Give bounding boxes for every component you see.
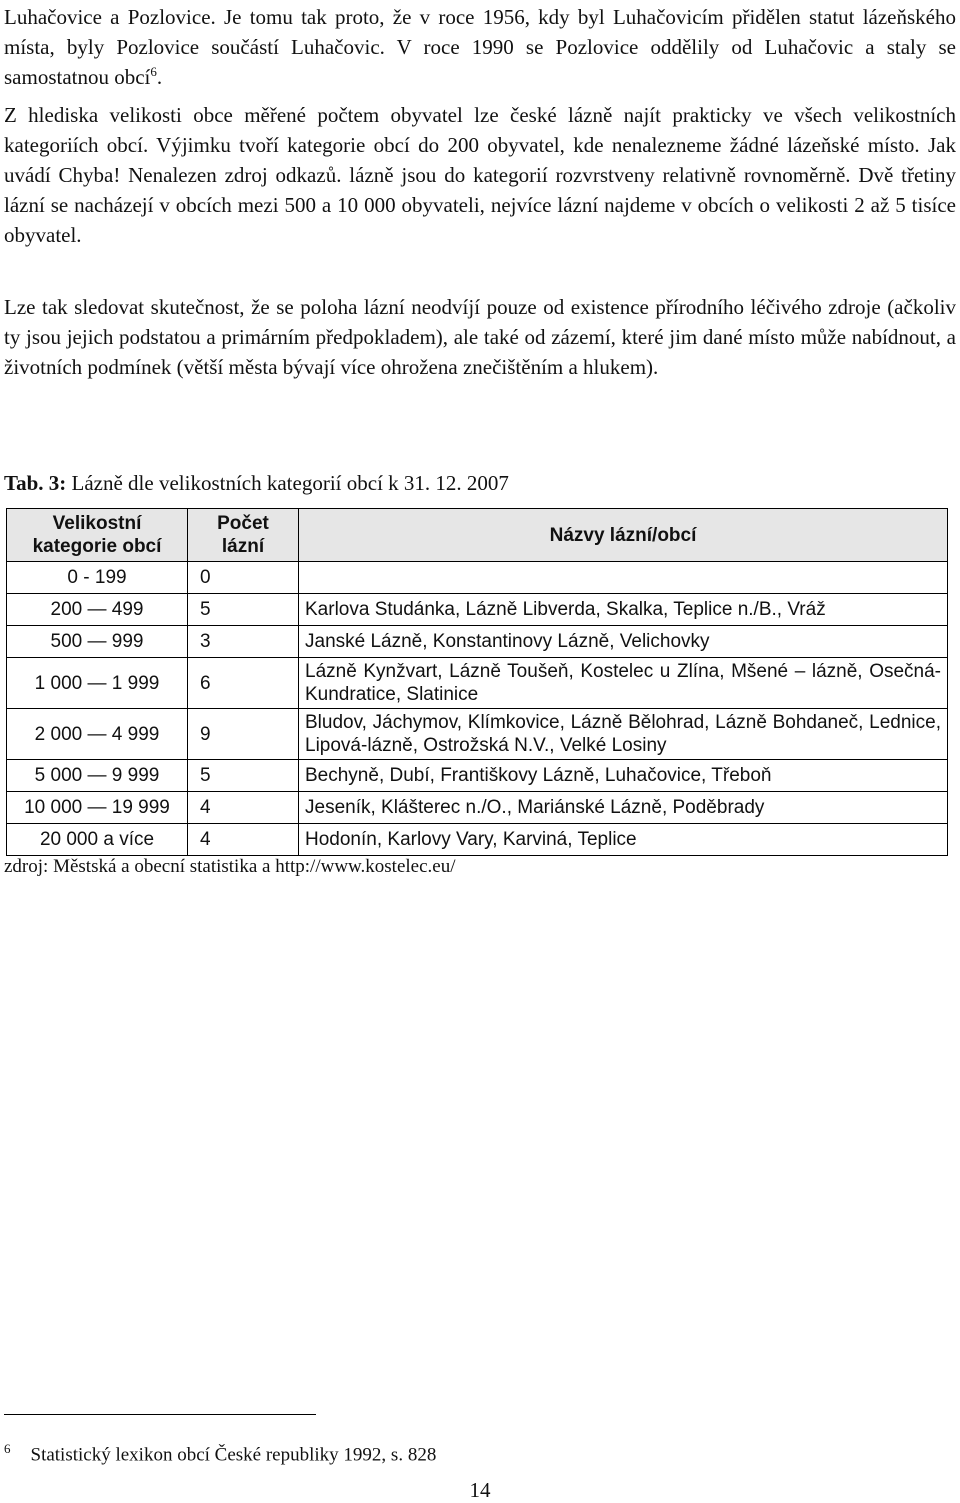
paragraph-location-factors: Lze tak sledovat skutečnost, že se poloha lázní neodvíjí pouze od existence přírodního léčivého zdroje (ačkoliv ty jsou jejich podstatou a primárním předpokladem), ale také od zázemí, které jim dané místo může nabídnout, a životních podmínek (větší města bývají více ohrožena znečištěním a hlukem). (4, 295, 956, 379)
cell-category: 500 — 999 (7, 626, 188, 658)
cell-category: 200 — 499 (7, 594, 188, 626)
cell-count: 6 (188, 658, 299, 709)
footnote (4, 1436, 436, 1468)
cell-count: 4 (188, 792, 299, 824)
header-names: Názvy lázní/obcí (299, 509, 948, 562)
header-count-line2: lázní (221, 536, 265, 557)
paragraph-intro-end: . (156, 65, 163, 89)
footnote-ref[interactable]: 6 (150, 64, 157, 79)
cell-names: Jeseník, Klášterec n./O., Mariánské Lázně, Poděbrady (299, 792, 948, 824)
footnote-divider (4, 1414, 316, 1415)
cell-category: 2 000 — 4 999 (7, 709, 188, 760)
table-caption-label: Tab. 3: (4, 471, 67, 495)
page-number: 14 (469, 1478, 491, 1502)
footnote-number: 6 (4, 1441, 11, 1456)
cell-names: Karlova Studánka, Lázně Libverda, Skalka, Teplice n./B., Vráž (299, 594, 948, 626)
paragraph-intro (4, 2, 956, 92)
cell-count: 4 (188, 824, 299, 856)
table-row (7, 709, 948, 760)
paragraph-size-categories: Z hlediska velikosti obce měřené počtem obyvatel lze české lázně najít prakticky ve všech velikostních kategoriích obcí. Výjimku tvoří kategorie obcí do 200 obyvatel, kde nenalezneme žádné lázeňské místo. Jak uvádí Chyba! Nenalezen zdroj odkazů. lázně jsou do kategorií rozvrstveny relativně rovnoměrně. Dvě třetiny lázní se nacházejí v obcích mezi 500 a 10 000 obyvateli, nejvíce lázní najdeme v obcích o velikosti 2 až 5 tisíce obyvatel. (4, 103, 956, 247)
header-count-line1: Počet (217, 513, 269, 534)
table-source: zdroj: Městská a obecní statistika a http://www.kostelec.eu/ (4, 856, 456, 877)
table-row (7, 658, 948, 709)
table-row (7, 760, 948, 792)
cell-category: 0 - 199 (7, 562, 188, 594)
table-row (7, 562, 948, 594)
header-category (7, 509, 188, 562)
cell-names: Janské Lázně, Konstantinovy Lázně, Velichovky (299, 626, 948, 658)
cell-count: 5 (188, 594, 299, 626)
spa-table (6, 508, 948, 856)
cell-count: 3 (188, 626, 299, 658)
cell-names: Bechyně, Dubí, Františkovy Lázně, Luhačovice, Třeboň (299, 760, 948, 792)
cell-names: Hodonín, Karlovy Vary, Karviná, Teplice (299, 824, 948, 856)
table-caption (4, 468, 509, 498)
table-row (7, 824, 948, 856)
footnote-text: Statistický lexikon obcí České republiky 1992, s. 828 (30, 1444, 437, 1466)
cell-count: 0 (188, 562, 299, 594)
cell-category: 20 000 a více (7, 824, 188, 856)
cell-names: Lázně Kynžvart, Lázně Toušeň, Kostelec u Zlína, Mšené – lázně, Osečná-Kundratice, Slatinice (299, 658, 948, 709)
cell-category: 1 000 — 1 999 (7, 658, 188, 709)
cell-names (299, 562, 948, 594)
table-caption-text: Lázně dle velikostních kategorií obcí k 31. 12. 2007 (66, 471, 509, 495)
header-count (188, 509, 299, 562)
table-header-row (7, 509, 948, 562)
header-category-line1: Velikostní (52, 513, 142, 534)
cell-count: 9 (188, 709, 299, 760)
table-row (7, 626, 948, 658)
table-row (7, 594, 948, 626)
header-category-line2: kategorie obcí (32, 536, 162, 557)
table-row (7, 792, 948, 824)
cell-category: 10 000 — 19 999 (7, 792, 188, 824)
paragraph-intro-text: Luhačovice a Pozlovice. Je tomu tak proto, že v roce 1956, kdy byl Luhačovicím přidělen statut lázeňského místa, byly Pozlovice součástí Luhačovic. V roce 1990 se Pozlovice oddělily od Luhačovic a staly se samostatnou obcí (4, 5, 956, 89)
cell-names: Bludov, Jáchymov, Klímkovice, Lázně Bělohrad, Lázně Bohdaneč, Lednice, Lipová-lázně, Ostrožská N.V., Velké Losiny (299, 709, 948, 760)
cell-category: 5 000 — 9 999 (7, 760, 188, 792)
cell-count: 5 (188, 760, 299, 792)
